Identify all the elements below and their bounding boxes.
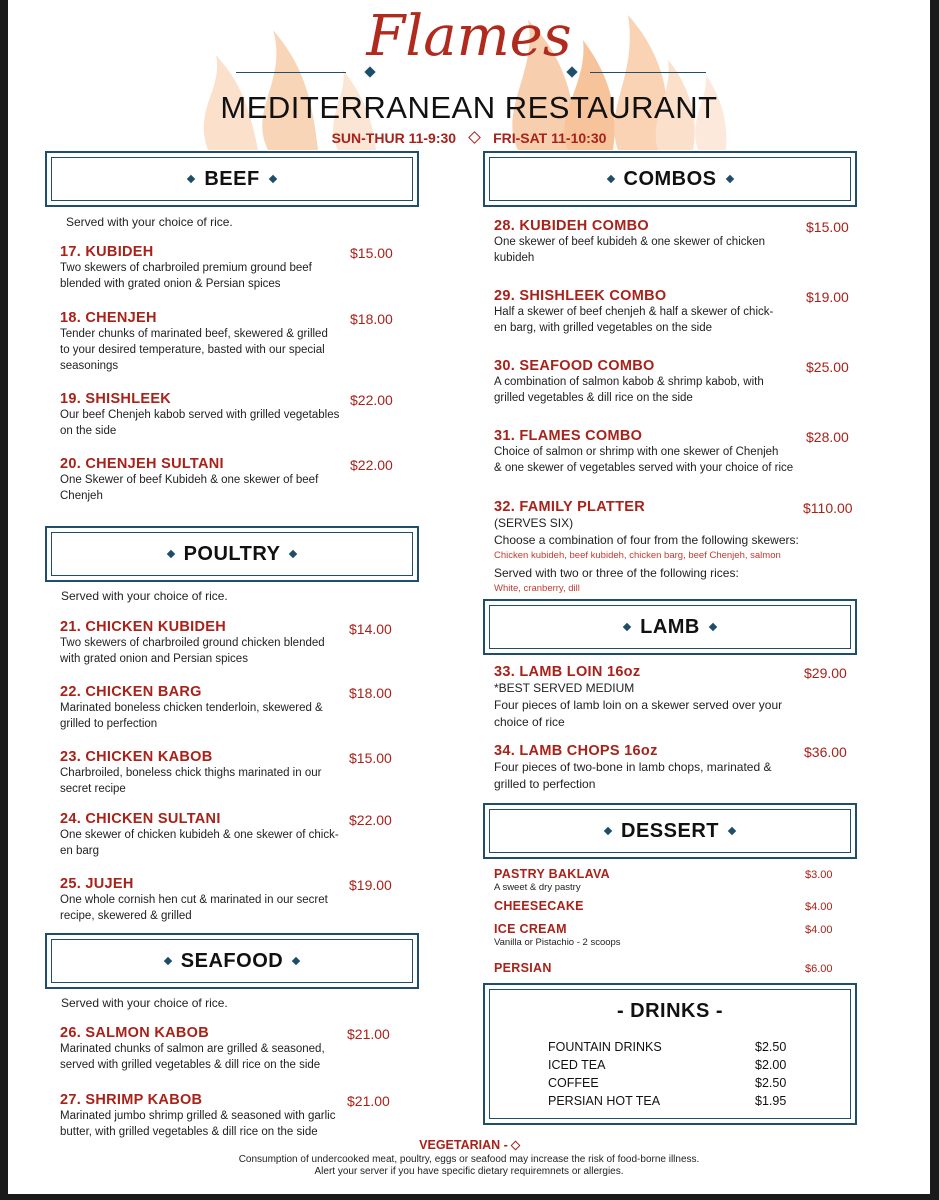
- menu-item-chicken-sultani: [60, 811, 339, 859]
- menu-item-ice-cream: [494, 922, 621, 949]
- menu-item-seafood-combo: [494, 358, 764, 406]
- section-title: LAMB: [640, 615, 700, 638]
- drink-price: $2.50: [755, 1040, 787, 1054]
- section-header-seafood: [45, 933, 419, 989]
- item-price: $19.00: [806, 289, 849, 305]
- item-desc: A sweet & dry pastry: [494, 882, 581, 893]
- item-name: 22. CHICKEN BARG: [60, 684, 202, 700]
- section-header-combos: [483, 151, 857, 207]
- menu-item-kubideh-combo: [494, 218, 765, 266]
- drink-name: COFFEE: [548, 1076, 599, 1090]
- drink-price: $2.50: [755, 1076, 787, 1090]
- vegetarian-label: [8, 1138, 930, 1152]
- drink-name: PERSIAN HOT TEA: [548, 1094, 661, 1108]
- drink-name: ICED TEA: [548, 1058, 606, 1072]
- menu-item-shrimp-kabob: [60, 1092, 336, 1140]
- item-desc: Charbroiled, boneless chick thighs marinated in our: [60, 767, 322, 779]
- drinks-inner-frame: [489, 989, 851, 1119]
- vegetarian-text: VEGETARIAN -: [419, 1138, 508, 1152]
- section-title: SEAFOOD: [180, 949, 284, 972]
- item-desc: kubideh: [494, 252, 535, 264]
- restaurant-subtitle: MEDITERRANEAN RESTAURANT: [220, 90, 718, 125]
- item-desc: Marinated jumbo shrimp grilled & seasoned with garlic: [60, 1110, 336, 1122]
- section-header-dessert: [483, 803, 857, 859]
- menu-item-salmon-kabob: [60, 1025, 325, 1073]
- footer-allergy-note: Alert your server if you have specific dietary requiremnets or allergies.: [314, 1166, 624, 1177]
- item-price: $15.00: [350, 245, 393, 261]
- item-desc: Four pieces of lamb loin on a skewer served over your: [494, 698, 783, 712]
- menu-item-lamb-loin: [494, 664, 782, 731]
- item-price: $29.00: [804, 665, 847, 681]
- diamond-icon: [166, 550, 174, 558]
- menu-item-family-platter: [494, 499, 799, 596]
- item-desc: en barg, with grilled vegetables on the side: [494, 322, 713, 334]
- item-desc: One skewer of chicken kubideh & one skewer of chick-: [60, 829, 339, 841]
- item-name: 30. SEAFOOD COMBO: [494, 358, 655, 374]
- diamond-icon: [623, 623, 631, 631]
- drink-price: $2.00: [755, 1058, 787, 1072]
- item-price: $22.00: [350, 392, 393, 408]
- section-header-poultry: [45, 526, 419, 582]
- item-desc: Choose a combination of four from the following skewers:: [494, 533, 799, 547]
- item-name: 29. SHISHLEEK COMBO: [494, 288, 667, 304]
- section-title: POULTRY: [183, 542, 281, 565]
- item-price: $3.00: [805, 869, 833, 881]
- item-desc: served with grilled vegetables & dill rice on the side: [60, 1059, 321, 1071]
- item-price: $19.00: [349, 877, 392, 893]
- item-price: $28.00: [806, 429, 849, 445]
- item-desc: blended with grated onion & Persian spices: [60, 278, 281, 290]
- diamond-icon: [164, 957, 172, 965]
- item-desc: en barg: [60, 845, 100, 857]
- menu-item-persian: [494, 961, 552, 975]
- diamond-icon: [604, 827, 612, 835]
- item-desc: Tender chunks of marinated beef, skewered & grilled: [60, 328, 328, 340]
- item-desc: Two skewers of charbroiled premium ground beef: [60, 262, 312, 274]
- item-desc: seasonings: [60, 360, 119, 372]
- item-desc: butter, with grilled vegetables & dill rice on the side: [60, 1126, 318, 1138]
- menu-item-jujeh: [60, 876, 328, 924]
- item-name: 17. KUBIDEH: [60, 244, 154, 260]
- hours-weekday: SUN-THUR 11-9:30: [331, 130, 457, 146]
- item-price: $21.00: [347, 1026, 390, 1042]
- header-rule-left: [236, 72, 346, 73]
- item-price: $21.00: [347, 1093, 390, 1109]
- menu-item-flames-combo: [494, 428, 793, 476]
- item-name: PASTRY BAKLAVA: [494, 867, 611, 881]
- item-name: 31. FLAMES COMBO: [494, 428, 643, 444]
- item-desc: Four pieces of two-bone in lamb chops, marinated &: [494, 760, 772, 774]
- item-name: 21. CHICKEN KUBIDEH: [60, 619, 227, 635]
- item-price: $4.00: [805, 901, 833, 913]
- item-desc: A combination of salmon kabob & shrimp kabob, with: [494, 376, 764, 388]
- item-name: 24. CHICKEN SULTANI: [60, 811, 221, 827]
- item-desc: grilled to perfection: [494, 777, 596, 791]
- item-rice-options: White, cranberry, dill: [494, 583, 580, 594]
- menu-item-cheesecake: [494, 899, 584, 913]
- drinks-title: - DRINKS -: [616, 1000, 724, 1022]
- section-header-lamb: [483, 599, 857, 655]
- item-desc: recipe, skewered & grilled: [60, 910, 192, 922]
- item-name: CHEESECAKE: [494, 899, 584, 913]
- opening-hours: [8, 130, 930, 146]
- item-serves: (SERVES SIX): [494, 516, 574, 530]
- item-desc: Served with two or three of the following rices:: [494, 566, 739, 580]
- diamond-icon: [187, 175, 195, 183]
- item-desc: Marinated boneless chicken tenderloin, skewered &: [60, 702, 323, 714]
- item-name: 20. CHENJEH SULTANI: [60, 456, 224, 472]
- menu-item-chenjeh-sultani: [60, 456, 318, 504]
- seafood-note: Served with your choice of rice.: [61, 996, 228, 1010]
- poultry-note: Served with your choice of rice.: [61, 589, 228, 603]
- drink-price: $1.95: [755, 1094, 787, 1108]
- diamond-icon: [728, 827, 736, 835]
- header-rule-right: [590, 72, 706, 73]
- item-desc: Choice of salmon or shrimp with one skewer of Chenjeh: [494, 446, 779, 458]
- item-desc: Our beef Chenjeh kabob served with grilled vegetables: [60, 409, 340, 421]
- section-title: BEEF: [204, 167, 260, 190]
- diamond-icon: [268, 175, 276, 183]
- section-header-beef: [45, 151, 419, 207]
- item-desc: grilled to perfection: [60, 718, 158, 730]
- item-price: $22.00: [350, 457, 393, 473]
- item-price: $110.00: [803, 500, 853, 516]
- item-name: 34. LAMB CHOPS 16oz: [494, 743, 658, 759]
- menu-item-shishleek-combo: [494, 288, 773, 336]
- item-price: $4.00: [805, 924, 833, 936]
- item-name: 26. SALMON KABOB: [60, 1025, 210, 1041]
- drink-name: FOUNTAIN DRINKS: [548, 1040, 662, 1054]
- item-name: 19. SHISHLEEK: [60, 391, 172, 407]
- item-desc: One Skewer of beef Kubideh & one skewer of beef: [60, 474, 319, 486]
- menu-item-pastry-baklava: [494, 867, 610, 894]
- menu-item-chicken-kubideh: [60, 619, 325, 667]
- item-desc: on the side: [60, 425, 117, 437]
- item-desc: Chenjeh: [60, 490, 103, 502]
- item-price: $36.00: [804, 744, 847, 760]
- item-name: 32. FAMILY PLATTER: [494, 499, 645, 515]
- item-desc: Two skewers of charbroiled ground chicken blended: [60, 637, 325, 649]
- footer-disclaimer: Consumption of undercooked meat, poultry, eggs or seafood may increase the risk of food-borne illness.: [238, 1154, 700, 1165]
- item-price: $14.00: [349, 621, 392, 637]
- item-price: $6.00: [805, 963, 833, 975]
- menu-item-shishleek: [60, 391, 339, 439]
- item-desc: to your desired temperature, basted with our special: [60, 344, 325, 356]
- item-desc: One whole cornish hen cut & marinated in our secret: [60, 894, 328, 906]
- diamond-icon: [292, 957, 300, 965]
- item-desc: with grated onion and Persian spices: [60, 653, 248, 665]
- item-desc: secret recipe: [60, 783, 126, 795]
- diamond-icon: [606, 175, 614, 183]
- menu-item-lamb-chops: [494, 743, 771, 793]
- item-name: 25. JUJEH: [60, 876, 134, 892]
- item-desc: One skewer of beef kubideh & one skewer of chicken: [494, 236, 766, 248]
- menu-item-chicken-barg: [60, 684, 323, 732]
- item-desc: Half a skewer of beef chenjeh & half a skewer of chick-: [494, 306, 774, 318]
- item-desc: Marinated chunks of salmon are grilled & seasoned,: [60, 1043, 325, 1055]
- item-price: $18.00: [350, 311, 393, 327]
- item-name: 18. CHENJEH: [60, 310, 157, 326]
- item-price: $25.00: [806, 359, 849, 375]
- item-name: 33. LAMB LOIN 16oz: [494, 664, 641, 680]
- item-name: PERSIAN: [494, 961, 552, 975]
- item-skewer-options: Chicken kubideh, beef kubideh, chicken barg, beef Chenjeh, salmon: [494, 550, 781, 561]
- diamond-icon: [468, 131, 481, 144]
- item-desc: choice of rice: [494, 715, 565, 729]
- restaurant-logo: Flames: [366, 4, 572, 69]
- diamond-icon: [289, 550, 297, 558]
- item-name: 23. CHICKEN KABOB: [60, 749, 213, 765]
- menu-page: [8, 0, 930, 1194]
- item-name: 27. SHRIMP KABOB: [60, 1092, 203, 1108]
- section-title: COMBOS: [623, 167, 717, 190]
- item-name: 28. KUBIDEH COMBO: [494, 218, 649, 234]
- diamond-icon: [725, 175, 733, 183]
- item-price: $18.00: [349, 685, 392, 701]
- hours-weekend: FRI-SAT 11-10:30: [493, 130, 607, 146]
- item-price: $22.00: [349, 812, 392, 828]
- menu-item-chicken-kabob: [60, 749, 321, 797]
- item-desc: Vanilla or Pistachio - 2 scoops: [494, 937, 621, 948]
- section-title: DESSERT: [621, 819, 719, 842]
- item-desc: & one skewer of vegetables served with your choice of rice: [494, 462, 794, 474]
- item-desc: grilled vegetables & dill rice on the side: [494, 392, 693, 404]
- item-price: $15.00: [349, 750, 392, 766]
- menu-item-chenjeh: [60, 310, 328, 374]
- beef-note: Served with your choice of rice.: [66, 215, 233, 229]
- diamond-icon: [510, 1141, 520, 1151]
- menu-item-kubideh: [60, 244, 312, 292]
- diamond-icon: [709, 623, 717, 631]
- drinks-box: [483, 983, 857, 1125]
- item-note: *BEST SERVED MEDIUM: [494, 681, 635, 695]
- item-name: ICE CREAM: [494, 922, 567, 936]
- item-price: $15.00: [806, 219, 849, 235]
